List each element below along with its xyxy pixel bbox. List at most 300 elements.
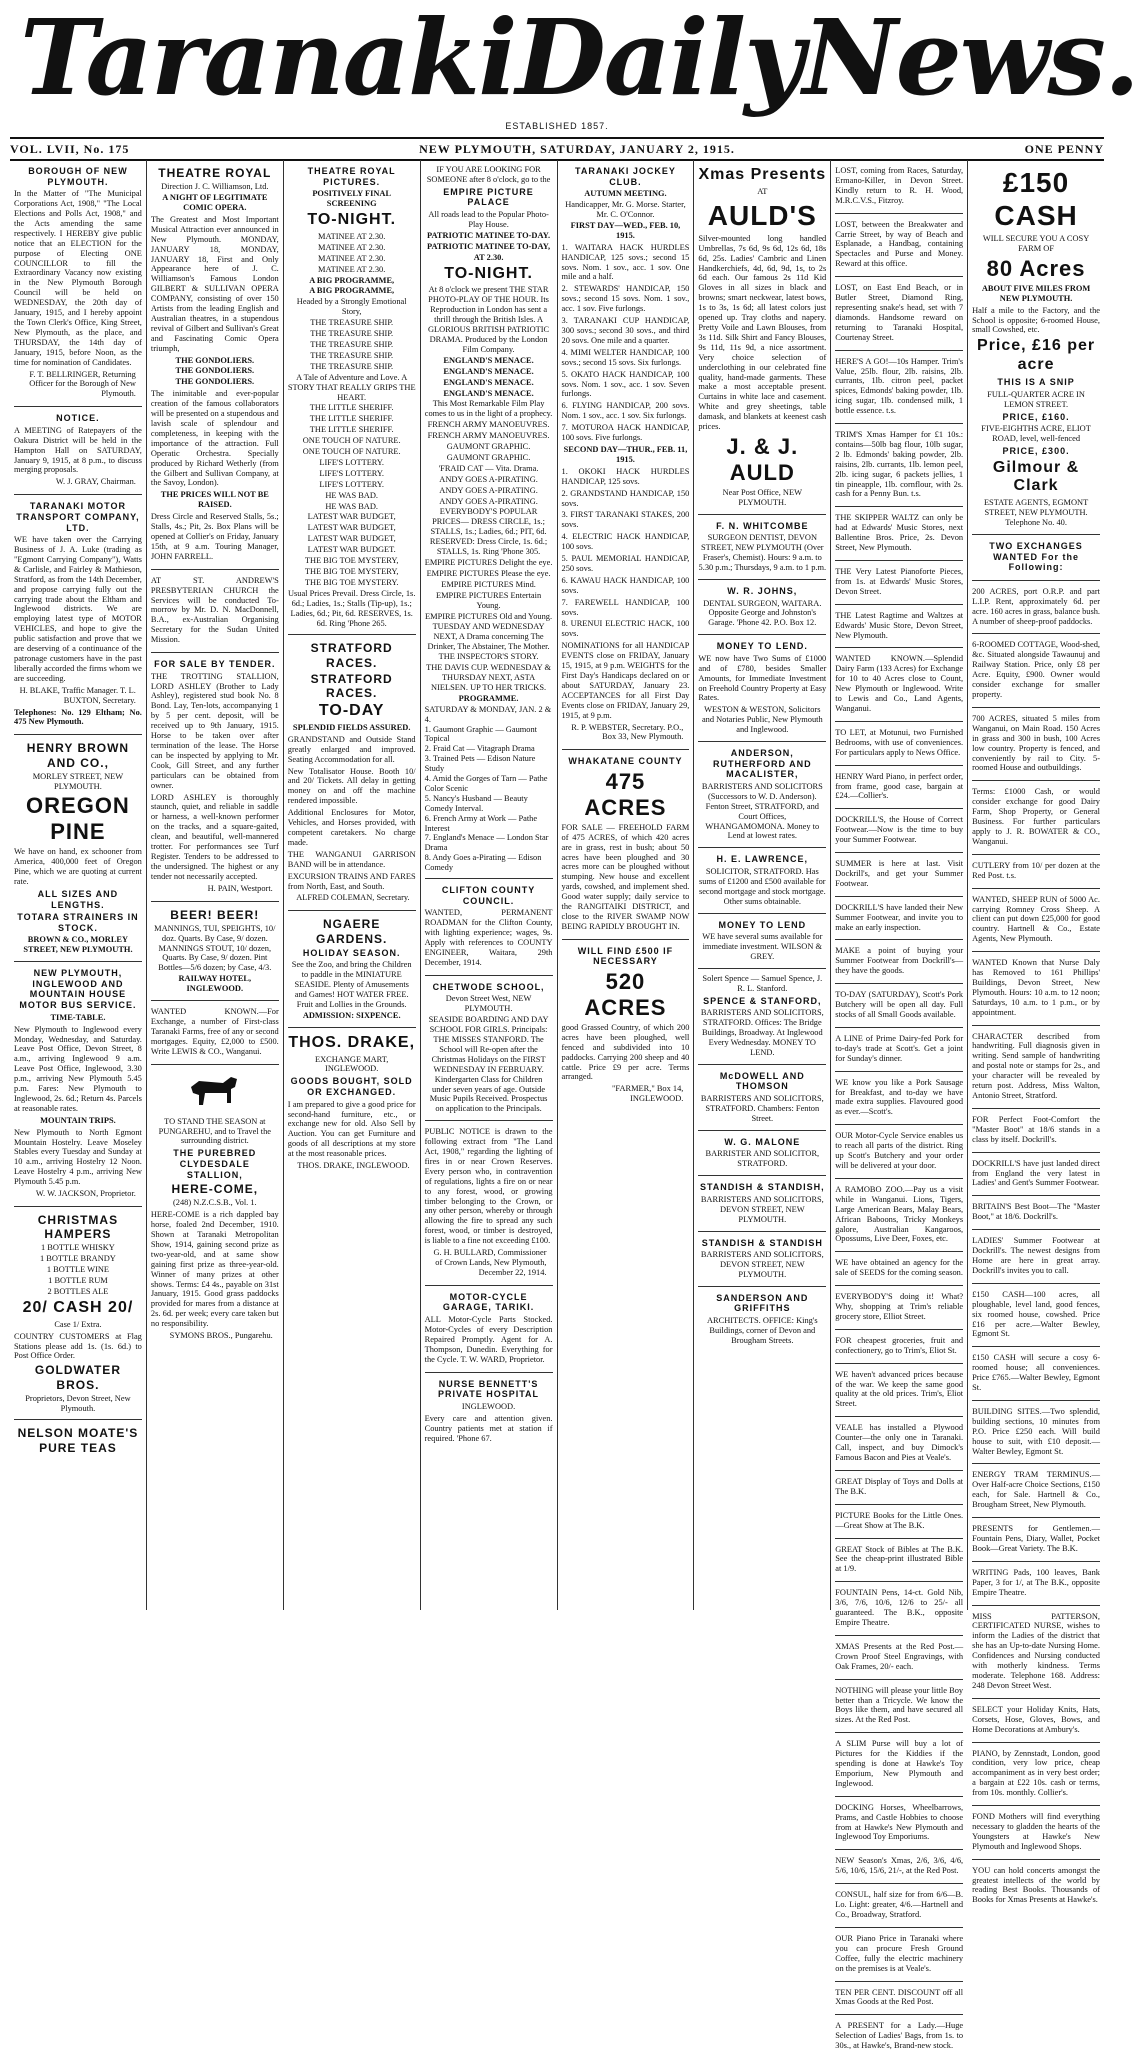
stallion-heading: THE PUREBRED CLYDESDALE STALLION, — [173, 1148, 257, 1180]
empire-tonight: TO-NIGHT. — [444, 264, 533, 282]
jj-address: Near Post Office, NEW PLYMOUTH. — [722, 487, 802, 507]
menace-line: ENGLAND'S MENACE. — [443, 377, 534, 387]
price-line: Price, £16 per acre — [977, 337, 1096, 374]
column-5 — [558, 160, 695, 1610]
club-heading: TARANAKI JOCKEY CLUB. — [575, 166, 676, 187]
column-7 — [831, 160, 968, 2051]
prices-body: Dress Circle and Reserved Stalls, 5s.; Stalls, 4s.; Pit, 2s. Box Plans will be opened at Collier's on Friday, January 15th, at 9 a.m. Touring Manager, JOHN FARRELL. — [150, 512, 279, 561]
theatre-royal-ad — [151, 160, 279, 570]
tote-line: New Totalisator House. Booth 10/ and 20/ Tickets. All delay in getting money on and off the machine rendered impossible. — [287, 766, 416, 806]
list-item — [835, 1850, 963, 1884]
list-item — [835, 1072, 963, 1126]
today-heading: TO-DAY — [318, 702, 385, 720]
list-item — [835, 605, 963, 649]
list-item — [972, 581, 1100, 635]
list-item — [835, 277, 963, 350]
exchange-heading-block — [972, 535, 1100, 581]
beer-heading: BEER! BEER! — [170, 907, 260, 922]
matinee-line: MATINEE AT 2.30. — [318, 253, 386, 263]
list-item-text: DOCKRILL'S have just landed direct from England the very latest in Ladies' and Gent's Summer Footwear. — [972, 1158, 1100, 1188]
club-sub: AUTUMN MEETING. — [584, 189, 667, 199]
timetable-heading: TIME-TABLE. — [50, 1012, 106, 1022]
notice-sign: G. H. BULLARD, Commissioner of Crown Lands, New Plymouth, December 22, 1914. — [433, 1248, 547, 1277]
lawrence-ad — [698, 848, 826, 913]
event-line: 7. FAREWELL HANDICAP, 100 sovs. — [561, 597, 690, 617]
fraid-line: 'FRAID CAT — Vita. Drama. — [438, 463, 539, 473]
hamper-item: 1 BOTTLE RUM — [48, 1276, 108, 1286]
list-item — [972, 1153, 1100, 1197]
money2-ad — [698, 914, 826, 969]
list-item — [972, 1109, 1100, 1153]
xmas-heading: Xmas Presents — [698, 166, 827, 183]
hampers-note: Case 1/ Extra. — [54, 1319, 102, 1329]
transport-sign: H. BLAKE, Traffic Manager. T. L. BUXTON, Secretary. — [19, 685, 136, 705]
list-item-text: NEW Season's Xmas, 2/6, 3/6, 4/6, 5/6, 10/6, 15/6, 21/-, at the Red Post. — [835, 1856, 964, 1876]
list-item — [972, 1606, 1100, 1699]
second-day: SECOND DAY—THUR., FEB. 11, 1915. — [563, 444, 688, 464]
wanted-body: WANTED KNOWN.—For Exchange, a number of First-class Taranaki Farms, free of any or second mortgages. Equity, £2,000 to £500. Write LEWIS & CO., Wanganui. — [150, 1007, 279, 1056]
list-item-text: PIANO, by Zennstadt, London, good condition, very low price, cheap accompaniment as in very best order; a bargain at £22 10s. cash or terms, from 10s. monthly. Collier's. — [972, 1748, 1100, 1798]
list-item-text: XMAS Presents at the Red Post.—Crown Proof Steel Engravings, with Oak Frames, 20/- each. — [835, 1641, 964, 1671]
transport-heading: TARANAKI MOTOR TRANSPORT COMPANY, LTD. — [16, 501, 140, 533]
anderson-ad — [698, 742, 826, 848]
tender-sign: H. PAIN, Westport. — [207, 883, 273, 893]
hampers-ad — [14, 1207, 142, 1420]
treasure-line: THE TREASURE SHIP. — [310, 329, 394, 339]
chetwode-sub: Devon Street West, NEW PLYMOUTH. — [445, 994, 532, 1014]
acres-body: ABOUT FIVE MILES FROM NEW PLYMOUTH. — [981, 283, 1091, 303]
price-2: PRICE, £160. — [1002, 411, 1070, 422]
ngaere-body: See the Zoo, and bring the Children to paddle in the MINIATURE SEASIDE. Plenty of Amusements and Games! HOT WATER FREE. Fruit and Lollies in the Grounds. — [291, 960, 412, 1009]
acres-heading: 80 Acres — [986, 255, 1086, 281]
thomson-ad — [698, 1065, 826, 1131]
menace-body: This Most Remarkable Film Play comes to us in the light of a prophecy. — [424, 399, 553, 419]
spence-body: BARRISTERS AND SOLICITORS, STRATFORD. Offices: The Bridge Buildings, Broadway. At Inglewood Every Wednesday. MONEY TO LEND. — [700, 1008, 824, 1057]
lottery-line: LIFE'S LOTTERY. — [319, 468, 384, 478]
gilmour-body: ESTATE AGENTS, EGMONT STREET, NEW PLYMOUTH. Telephone No. 40. — [983, 498, 1089, 528]
bus-heading: NEW PLYMOUTH, INGLEWOOD AND MOUNTAIN HOUSE MOTOR BUS SERVICE. — [19, 968, 137, 1011]
patriotic-line: PATRIOTIC MATINEE TO-DAY, — [427, 241, 551, 251]
list-item-text: TEN PER CENT. DISCOUNT off all Xmas Goods at the Red Post. — [835, 1987, 964, 2007]
list-item-text: HENRY Ward Piano, in perfect order, from frame, good case, bargain at £24.—Collier's. — [835, 771, 964, 801]
list-item-text: CUTLERY from 10/ per dozen at the Red Post. t.s. — [972, 860, 1100, 880]
horse-icon — [185, 1073, 245, 1113]
list-item-text: YOU can hold concerts amongst the greatest intellects of the world by reading Best Books. Thousands of Books for Xmas Presents at Hawke's. — [972, 1865, 1100, 1905]
list-item — [835, 351, 963, 424]
borough-sign: F. T. BELLRINGER, Returning Officer for the Borough of New Plymouth. — [29, 369, 136, 399]
list-item — [972, 1806, 1100, 1860]
lawrence-heading: H. E. LAWRENCE, — [716, 854, 809, 865]
list-item — [835, 853, 963, 897]
bad-line: HE WAS BAD. — [325, 490, 379, 500]
masthead — [0, 0, 1138, 156]
empire-sub: All roads lead to the Popular Photo-Play House. — [428, 210, 549, 229]
tariki-heading: MOTOR-CYCLE GARAGE, TARIKI. — [442, 1291, 535, 1313]
list-item-text: GREAT Stock of Bibles at The B.K. See the cheap-print illustrated Bible at 1/9. — [835, 1544, 964, 1574]
standish2-heading: STANDISH & STANDISH — [701, 1237, 823, 1248]
list-item — [835, 1582, 963, 1636]
quarter-acre: FULL-QUARTER ACRE IN LEMON STREET. — [987, 389, 1085, 409]
hamper-item: 1 BOTTLE WINE — [46, 1265, 110, 1275]
programme-line: SATURDAY & MONDAY, JAN. 2 & 4. — [424, 704, 552, 724]
list-item — [972, 634, 1100, 707]
borough-heading: BOROUGH OF NEW PLYMOUTH. — [28, 166, 128, 187]
farmer-sign: "FARMER," Box 14, INGLEWOOD. — [612, 1084, 684, 1104]
list-item-text: WE have obtained an agency for the sale of SEEDS for the coming season. — [835, 1258, 964, 1278]
list-item-text: LOST, between the Breakwater and Carrie Street, by way of Beach and Esplanade, a Handbag, containing Spectacles and Purse and Money. Reward at this office. — [835, 219, 964, 269]
price-3: PRICE, £300. — [1002, 445, 1070, 456]
excursion-line: EXCURSION TRAINS AND FARES from North, East, and South. — [287, 871, 416, 891]
list-item — [972, 1464, 1100, 1518]
clift-line: THE DAVIS CUP. WEDNESDAY & THURSDAY NEXT, ASTA NIELSEN. UP TO HER TRICKS. — [426, 663, 552, 692]
sizes-line: ALL SIZES AND LENGTHS. — [37, 889, 119, 910]
programme-line: 3. Trained Pets — Edison Nature Study — [424, 754, 536, 774]
drake-goods: GOODS BOUGHT, SOLD OR EXCHANGED. — [290, 1076, 413, 1097]
mountain-heading: MOUNTAIN TRIPS. — [40, 1115, 116, 1125]
nurse-heading: NURSE BENNETT'S PRIVATE HOSPITAL — [438, 1378, 540, 1400]
money-body: WE now have Two Sums of £1000 and of £780, besides Smaller Amounts, for Immediate Investment on Freehold Country Property at Easy Rates. — [698, 653, 827, 703]
programme-line: A BIG PROGRAMME, — [309, 275, 395, 285]
event-line: 2. GRANDSTAND HANDICAP, 150 sovs. — [561, 488, 690, 508]
race-sign: ALFRED COLEMAN, Secretary. — [296, 893, 410, 903]
list-item-text: ENERGY TRAM TERMINUS.—Over Half-acre Choice Sections, £150 each, for Sale. Hartnell & Co., Brougham Street, New Plymouth. — [972, 1470, 1100, 1510]
country-customers: COUNTRY CUSTOMERS at Flag Stations please add 1s. (1s. 6d.) to Post Office Order. — [14, 1331, 142, 1361]
whakatane-body: FOR SALE — FREEHOLD FARM of 475 ACRES, of which 420 acres are in grass, rest in bush; about 50 acres have been ploughed and 30 acres more can be ploughed without stumping. New house and excellent yards, cowshed, and implement shed. Good water supply; daily service to the RANGITAIKI DISTRICT, and close to the RIVER SWAMP NOW BEING RAPIDLY BROUGHT IN. — [561, 822, 690, 931]
exchange-heading: TWO EXCHANGES WANTED For the Following: — [989, 541, 1083, 573]
list-item — [972, 889, 1100, 953]
volume-number: VOL. LVII, No. 175 — [10, 141, 130, 156]
money-ad — [698, 635, 826, 742]
event-line: 2. STEWARDS' HANDICAP, 150 sovs.; second 15 sovs. Nom. 1 sov., acc. 1 sov. Five furlongs. — [561, 284, 690, 314]
gaumont-line: GAUMONT GRAPHIC. — [446, 452, 531, 462]
list-item-text: FOR cheapest groceries, fruit and confectionery, go to Trim's, Eliot St. — [835, 1335, 964, 1355]
list-item — [972, 781, 1100, 854]
stratford-heading: STRATFORD RACES. — [310, 641, 393, 670]
event-line: 1. WAITARA HACK HURDLES HANDICAP, 125 sovs.; second 15 sovs. Nom. 1 sov., acc. 1 sov. One mile and a half. — [561, 242, 690, 282]
event-line: 8. URENUI ELECTRIC HACK, 100 sovs. — [561, 619, 690, 639]
budget-line: LATEST WAR BUDGET, — [307, 523, 396, 533]
list-item — [835, 1733, 963, 1797]
list-item — [835, 897, 963, 941]
club-officials: Handicapper, Mr. G. Morse. Starter, Mr. C. O'Connor. — [565, 200, 686, 220]
list-item — [835, 648, 963, 721]
list-item — [835, 1680, 963, 1734]
matinee-line: MATINEE AT 2.30. — [318, 231, 386, 241]
programme-line: 6. French Army at Work — Pathe Interest — [424, 813, 538, 833]
tender-body-2: LORD ASHLEY is thoroughly staunch, quiet, and reliable in saddle or harness, a well-known performer on the tracks, and a square-gaited, clean, and beautiful, well-mannered trotter. For performances see Turf Register. Tenders to be addressed to the undersigned. The highest or any tender not necessarily accepted. — [150, 792, 279, 881]
event-line: 6. FLYING HANDICAP, 200 sovs. Nom. 1 sov., acc. 1 sov. Six furlongs. — [561, 401, 690, 421]
treasure-line: THE TREASURE SHIP. — [310, 318, 394, 328]
list-item — [835, 1252, 963, 1286]
list-item — [972, 1347, 1100, 1401]
empire-heading: EMPIRE PICTURE PALACE — [443, 186, 534, 208]
list-item-text: 6-ROOMED COTTAGE, Wood-shed, &c. Situated alongside Tawaunuj and Railway Station. Price, only £8 per Acre. Equity, £900. Owner would consider exchange for smaller property. — [972, 640, 1100, 700]
stallion-reg: (248) N.Z.C.S.B., Vol. 1. — [172, 1198, 257, 1208]
hampers-price: 20/ CASH 20/ — [22, 1298, 134, 1316]
list-item — [835, 1028, 963, 1072]
money-heading: MONEY TO LEND. — [716, 641, 808, 652]
list-item — [835, 1286, 963, 1330]
theatre-body-2: The inimitable and ever-popular creation of the famous collaborators will be presented on a stupendous and lavish scale of splendour and completeness, in keeping with the importance of the attraction. Full Operatic Orchestra. Specially produced by Richard Wetherly (from the Gilbert and Sullivan Company, at the Savoy, London). — [150, 389, 279, 488]
list-item-text: WE haven't advanced prices because of the war. We keep the same good quality at the old prices. Trim's, Eliot Street. — [835, 1369, 964, 1409]
money2-heading: MONEY TO LEND — [718, 919, 807, 930]
standish2-body: BARRISTERS AND SOLICITORS, DEVON STREET, NEW PLYMOUTH. — [700, 1250, 824, 1279]
stallion-name: HERE-COME, — [171, 1182, 259, 1197]
cash-heading: £150 CASH — [994, 167, 1078, 232]
oregon-pine-ad — [14, 735, 142, 962]
stratford-races-ad — [288, 635, 416, 911]
list-item-text: CONSUL, half size for from 6/6—B. Lo. Light: greater, 4/6.—Hartnell and Co., Broadway, Stratford. — [835, 1890, 964, 1919]
matinee-line: MATINEE AT 2.30. — [318, 264, 386, 274]
list-item-text: EVERYBODY'S doing it! What? Why, shopping at Trim's reliable grocery store, Elliot Street. — [835, 1292, 964, 1321]
stallion-ad — [151, 1065, 279, 1348]
gondoliers-line: THE GONDOLIERS. — [175, 355, 255, 365]
mystery-line: THE BIG TOE MYSTERY, — [304, 556, 399, 566]
programme-line: 1. Gaumont Graphic — Gaumont Topical — [424, 724, 537, 744]
spence-names: Solert Spence — Samuel Spence, J. R. L. Stanford. — [702, 973, 823, 993]
event-line: 6. KAWAU HACK HANDICAP, 100 sovs. — [561, 575, 690, 595]
list-item — [835, 2015, 963, 2058]
standish2-ad — [698, 1232, 826, 1287]
tuesday-line: TUESDAY AND WEDNESDAY NEXT, A Drama concerning The Drinker, The Abstainer, The Mother. THE INSPECTOR'S STORY. — [427, 622, 550, 662]
stallion-sign: SYMONS BROS., Pungarehu. — [169, 1331, 273, 1341]
whitcombe-heading: F. N. WHITCOMBE — [716, 520, 809, 531]
column-4 — [421, 160, 558, 1610]
list-item-text: FOUNTAIN Pens, 14-ct. Gold Nib, 3/6, 7/6, 10/6, 12/6 to 25/- all guaranteed. The B.K., opposite Empire Theatre. — [835, 1588, 964, 1627]
list-item-text: DOCKRILL'S, the House of Correct Footwear.—Now is the time to buy your Summer Footwear. — [835, 815, 964, 845]
anderson-body: BARRISTERS AND SOLICITORS (Successors to W. D. Anderson). Fenton Street, STRATFORD, and Court Offices, WHANGAMOMONA. Money to Lend at lowest rates. — [701, 781, 823, 841]
transport-telephones: Telephones: No. 129 Eltham; No. 475 New Plymouth. — [14, 707, 142, 727]
list-item — [972, 1699, 1100, 1743]
pictures-prices: Usual Prices Prevail. Dress Circle, 1s. 6d.; Ladies, 1s.; Stalls (Tip-up), 1s.; Ladies, 6d.; Pit, 6d. RESERVES, 1s. 6d. Ring 'Phone 265. — [287, 588, 416, 628]
lottery-line: LIFE'S LOTTERY. — [319, 479, 384, 489]
bus-body: New Plymouth to Inglewood every Monday, Wednesday, and Saturday. Leave Post Office, Devon Street, 8 a.m., arriving Inglewood 9 a.m. Leave Post Office, Inglewood, 3.30 p.m., arriving New Plymouth 5.45 p.m. Fares: New Plymouth to Inglewood, 2s. 6d.; Return 4s. Parcels at reasonable rates. — [14, 1024, 142, 1113]
list-item-text: PRESENTS for Gentlemen.—Fountain Pens, Diary, Wallet, Pocket Book—Great Variety. The B.K. — [972, 1524, 1100, 1553]
pictures-heading: THEATRE ROYAL PICTURES. — [307, 166, 396, 187]
chetwode-body: SEASIDE BOARDING AND DAY SCHOOL FOR GIRLS. Principals: THE MISSES STANFORD. The School will Re-open after the Christmas Holidays on the FIRST WEDNESDAY IN FEBRUARY. Kindergarten Class for Children under seven years of age. Outside Music Pupils Received. Prospectus on application to the Principals. — [428, 1015, 549, 1114]
whakatane-acres: 475 ACRES — [584, 768, 667, 820]
aulds-body: Silver-mounted long handled Umbrellas, 7s 6d, 9s 6d, 12s 6d, 18s 6d, 25s. Ladies' Cambric and Linen Handkerchiefs, 4d, 6d, 9d, 1s, to 2s 6d each. Our famous 2s 11d Kid Gloves in all sizes in black and browns; smart neckwear, latest bows, 1s to 3s, 1s 6d; all latest colors just opened up. Tray cloths and napery. Pretty Voile and Lawn Blouses, from 3s 11d. Silk Shirt and Fancy Blouses, 9s 11d, 11s 9d, a nice assortment. Very choice selection of underclothing in our celebrated fine quality, hand-made garments. These make a most acceptable present. Curtains in white lace and casement. White and grey sheetings, table damask, and blankets at keenest cash prices. — [698, 233, 827, 432]
list-item — [972, 1401, 1100, 1465]
event-line: 3. FIRST TARANAKI STAKES, 200 sovs. — [561, 510, 690, 530]
gaumont-line: GAUMONT GRAPHIC. — [446, 442, 531, 452]
established-line: ESTABLISHED 1857. — [505, 121, 609, 131]
newspaper-title — [20, 0, 1138, 119]
manoeuvres-line: FRENCH ARMY MANOEUVRES. — [427, 420, 550, 430]
theatre-line: A NIGHT OF LEGITIMATE COMIC OPERA. — [162, 193, 268, 212]
list-item-text: OUR Piano Price in Taranaki where you can procure Fresh Ground Coffee, fully the electric machinery on the premises is at Veale's. — [835, 1933, 964, 1973]
column-8 — [968, 160, 1104, 1905]
farm-520-ad — [562, 940, 690, 1111]
dateline-bar — [10, 137, 1104, 161]
event-line: 4. MIMI WELTER HANDICAP, 100 sovs.; second 15 sovs. Six furlongs. — [561, 347, 690, 367]
andy-line: ANDY GOES A-PIRATING. — [439, 496, 538, 506]
transport-body: WE have taken over the Carrying Business of J. A. Luke (trading as "Egmont Carrying Company"), Watts & Carlisle, and Fairley & Mathieson, Stratford, as from the 14th December, and propose carrying fully out the carrying trade about the Eltham and Inglewood districts. We are employing latest type of MOTOR VEHICLES, and hope to give the public satisfaction and prove that we are deserving of a continuance of the patronage customers have in the past liberally accorded the firms whom we are succeeding. — [14, 535, 142, 683]
list-item — [835, 1636, 963, 1680]
whitcombe-body: SURGEON DENTIST, DEVON STREET, NEW PLYMOUTH (Over Fraser's, Chemist). Hours: 9 a.m. to 5.30 p.m.; Thursdays, 9 a.m. to 1 p.m. — [698, 533, 827, 572]
mountain-sign: W. W. JACKSON, Proprietor. — [35, 1189, 136, 1199]
johns-body: DENTAL SURGEON, WAITARA. Opposite George and Johnston's Garage. 'Phone 42. P.O. Box 12. — [703, 598, 822, 628]
drake-heading: THOS. DRAKE, — [288, 1033, 416, 1051]
stand-heading: TO STAND THE SEASON at PUNGAREHU, and to Travel the surrounding district. — [158, 1116, 271, 1146]
borough-notice — [14, 160, 142, 407]
malone-body: BARRISTER AND SOLICITOR, STRATFORD. — [705, 1149, 820, 1169]
list-item-text: TO LET, at Motunui, two Furnished Bedrooms, with use of conveniences. For particulars apply to News Office. — [835, 727, 964, 757]
nurse-ad — [425, 1373, 553, 1451]
bus-service-ad — [14, 962, 142, 1207]
list-item — [835, 1982, 963, 2016]
first-day: FIRST DAY—WED., FEB. 10, 1915. — [570, 220, 681, 240]
malone-heading: W. G. MALONE — [724, 1136, 801, 1147]
list-item-text: SUMMER is here at last. Visit Dockrill's, and get your Summer Footwear. — [835, 859, 964, 888]
list-item-text: WANTED, SHEEP RUN of 5000 Ac. carrying Romney Cross Sheep. A client can put down £25,000 for good country. Hartnell & Co., Estate Agents, New Plymouth. — [972, 894, 1100, 944]
tonight-heading: TO-NIGHT. — [307, 211, 397, 229]
theatre-heading: THEATRE ROYAL — [158, 166, 272, 180]
totara-line: TOTARA STRAINERS IN STOCK. — [17, 912, 139, 933]
list-item — [835, 722, 963, 766]
list-item-text: A PRESENT for a Lady.—Huge Selection of Ladies' Bags, from 1s. to 30s., at Hawke's, Brand-new stock. — [835, 2021, 964, 2051]
event-line: 3. TARANAKI CUP HANDICAP, 300 sovs.; second 30 sovs., and third 20 sovs. One mile and a quarter. — [561, 316, 690, 345]
list-item — [835, 1505, 963, 1539]
programme-line: 4. Amid the Gorges of Tarn — Pathe Color Scenic — [424, 774, 548, 793]
tariki-ad — [425, 1286, 553, 1373]
bad-line: HE WAS BAD. — [325, 501, 379, 511]
list-item — [835, 1928, 963, 1982]
johns-ad — [698, 580, 826, 635]
list-item — [835, 561, 963, 605]
title-word-2: Daily — [515, 0, 803, 119]
treasure-intro: Headed by a Strongly Emotional Story, — [296, 297, 407, 317]
drake-body: I am prepared to give a good price for second-hand furniture, etc., or exchange new for old. Also Sell by Auction. You can get Furniture and goods of all descriptions at my store at the most reasonable prices. — [287, 1099, 416, 1159]
list-item-text: A LINE of Prime Dairy-fed Pork for to-day's trade at Scott's. Get a joint for Sunday's dinner. — [835, 1033, 964, 1063]
column-1 — [10, 160, 147, 1610]
menace-line: ENGLAND'S MENACE. — [443, 355, 534, 365]
empire-pictures-line: EMPIRE PICTURES Mind. — [441, 579, 536, 589]
list-item-text: THE SKIPPER WALTZ can only be had at Edwards' Music Stores, next Ballentine Bros. Price, 2s. Devon Street, New Plymouth. — [835, 513, 964, 553]
stratford-sub: STRATFORD RACES. — [310, 671, 393, 700]
list-item — [972, 1562, 1100, 1606]
list-item — [835, 1471, 963, 1505]
gondoliers-line: THE GONDOLIERS. — [175, 377, 255, 387]
sanderson-body: ARCHITECTS. OFFICE: King's Buildings, corner of Devon and Brougham Streets. — [706, 1316, 818, 1345]
mystery-line: THE BIG TOE MYSTERY. — [304, 577, 399, 587]
list-item — [835, 1417, 963, 1471]
brown-sign: BROWN & CO., MORLEY STREET, NEW PLYMOUTH. — [23, 935, 133, 955]
ngaere-sub: HOLIDAY SEASON. — [302, 947, 401, 958]
sheriff-line: THE LITTLE SHERIFF. — [309, 414, 394, 424]
menace-line: ENGLAND'S MENACE. — [443, 366, 534, 376]
standish-body: BARRISTERS AND SOLICITORS, DEVON STREET, NEW PLYMOUTH. — [700, 1194, 824, 1224]
mountain-body: New Plymouth to North Egmont Mountain Hostelry. Leave Moseley Stables every Tuesday and Sunday at 10 a.m., arriving Hostelry 12 Noon. Leave Hostelry 4 p.m., arriving New Plymouth 5.45 p.m. — [14, 1127, 142, 1187]
list-item — [835, 1179, 963, 1252]
gondoliers-line: THE GONDOLIERS. — [175, 366, 255, 376]
transport-notice — [14, 495, 142, 735]
list-item — [972, 1284, 1100, 1348]
prices-heading: THE PRICES WILL NOT BE RAISED. — [160, 490, 269, 510]
programme-heading: PROGRAMME. — [458, 693, 519, 703]
stallion-body: HERE-COME is a rich dappled bay horse, foaled 2nd December, 1910. Shown at Taranaki Metropolitan Show, 1914, gaining second prize as two-year-old, and at same show gaining first prize as three-year-old. Winner of many prizes at other shows. Terms: £4 4s., payable on 31st January, 1915. Good grass paddocks provided for mares from a distance at 2s. 6d. per week; every care taken but no responsibility. — [150, 1210, 279, 1329]
theatre-direction: Direction J. C. Williamson, Ltd. — [161, 182, 269, 192]
column-2 — [147, 160, 284, 1610]
theatre-body: The Greatest and Most Important Musical Attraction ever announced in New Plymouth. MONDAY, JANUARY 18, MONDAY, JANUARY 18, First and Only Appearance here of J. C. Williamson's Famous London GILBERT & SULLIVAN OPERA COMPANY, consisting of over 150 Artists from the leading English and Australian theatres, in a stupendous revival of Gilbert and Sullivan's Great and Fascinating Comic Opera triumph, — [150, 214, 279, 353]
column-3 — [284, 160, 421, 1610]
list-item — [835, 940, 963, 984]
club-sign: R. P. WEBSTER, Secretary. P.O., Box 33, New Plymouth. — [571, 722, 684, 742]
tariki-body: ALL Motor-Cycle Parts Stocked. Motor-Cycles of every Description Repaired Promptly. Agent for A. Thompson, Dunedin. Everything for the Cycle. T. W. WARD, Proprietor. — [424, 1315, 553, 1364]
programme-line: 5. Nancy's Husband — Beauty Comedy Interval. — [424, 793, 528, 813]
spence-ad — [698, 969, 826, 1065]
title-word-3: News. — [802, 0, 1138, 119]
empire-pictures-line: EMPIRE PICTURES Please the eye. — [426, 568, 551, 578]
five-eighths: FIVE-EIGHTHS ACRE, ELIOT ROAD, level, well-fenced — [981, 424, 1091, 444]
borough-body: In the Matter of "The Municipal Corporations Act, 1908," "The Local Elections and Polls Act, 1908," and the Acts amending the same respectively. I HEREBY give public notice that an ELECTION for the purpose of Electing ONE COUNCILLOR to fill the Extraordinary Vacancy now existing in the New Plymouth Borough Council will be held on WEDNESDAY, the 20th day of January, 1915, and I hereby appoint the Town Clerk's Office, King Street, New Plymouth, as the place, and THURSDAY, the 14th day of January, 1915, before Noon, as the time for nomination of Candidates. — [14, 189, 142, 367]
tender-ad — [151, 653, 279, 902]
church-body: AT ST. ANDREW'S PRESBYTERIAN CHURCH the Services will be conducted To-morrow by Mr. D. N. MacDonnell, B.A., ex-Australian Organising Secretary for the Sudan United Mission. — [150, 575, 279, 645]
malone-ad — [698, 1131, 826, 1176]
list-item-text: OUR Motor-Cycle Service enables us to reach all parts of the district. Ring up Scott's Butchery and your order will be delivered at your door. — [835, 1131, 964, 1170]
list-item — [835, 214, 963, 278]
anderson-heading: ANDERSON, RUTHERFORD AND MACALISTER, — [712, 748, 812, 780]
list-item-text: DOCKING Horses, Wheelbarrows, Prams, and Castle Hobbies to choose from at Hawke's New Plymouth and Inglewood Toy Emporiums. — [835, 1802, 964, 1842]
list-item-text: WANTED Known that Nurse Daly has Removed to 161 Phillips' Buildings, Devon Street, New Plymouth. Hours: 10 a.m. to 12 noon; Saturdays, 10 a.m. to 1 p.m., or by appointment. — [972, 958, 1100, 1017]
list-item-text: THE Latest Ragtime and Waltzes at Edwards' Music Store, Devon Street, New Plymouth. — [835, 610, 964, 640]
list-item — [835, 507, 963, 561]
whakatane-heading: WHAKATANE COUNTY — [568, 756, 683, 767]
list-item-text: THE Very Latest Pianoforte Pieces, from 1s. at Edwards' Music Stores, Devon Street. — [835, 567, 964, 596]
cash-farm-ad — [972, 160, 1100, 535]
list-item-text: FOND Mothers will find everything necessary to gladden the hearts of the Youngsters at Hawke's New Plymouth and Inglewood Shops. — [972, 1812, 1100, 1851]
col8-ads-list — [972, 581, 1100, 1912]
list-item-text: PICTURE Books for the Little Ones.—Great Show at The B.K. — [835, 1510, 964, 1530]
ngaere-heading: NGAERE GARDENS. — [316, 917, 388, 946]
menace-line: ENGLAND'S MENACE. — [443, 388, 534, 398]
railway-hotel: RAILWAY HOTEL, INGLEWOOD. — [178, 974, 252, 994]
notice-body: A MEETING of Ratepayers of the Oakura District will be held in the Hampton Hall on SATURDAY, January 9, 1915, at 8 p.m., to discuss merging proposals. — [14, 425, 142, 475]
band-line: THE WANGANUI GARRISON BAND will be in attendance. — [287, 849, 416, 869]
list-item-text: TO-DAY (SATURDAY), Scott's Pork Butchery will be open all day. Full stocks of all Small Goods available. — [835, 990, 964, 1019]
grandstand-line: GRANDSTAND and Outside Stand greatly enlarged and improved. Seating Accommodation for all. — [287, 734, 416, 764]
event-line: 1. OKOKI HACK HURDLES HANDICAP, 125 sovs. — [561, 466, 690, 486]
programme-line: A BIG PROGRAMME, — [309, 286, 395, 296]
clifton-body: WANTED, PERMANENT ROADMAN for the Clifton County, with lighting experience; wages, 9s. Apply with references to COUNTY ENGINEER, Waitara, 29th December, 1914. — [424, 908, 553, 967]
list-item-text: £150 CASH will secure a cosy 6-roomed house; all conveniences. Price £765.—Walter Bewley, Egmont St. — [972, 1353, 1100, 1393]
list-item-text: MISS PATTERSON, CERTIFICATED NURSE, wishes to inform the Ladies of the district that she has an Up-to-date Nursing Home. Confidences and Nursing conducted with motherly kindness. Terms moderate. Telephone 168. Address: 248 Devon Street West. — [972, 1611, 1100, 1690]
enclosures-line: Additional Enclosures for Motor, Vehicles, and Horses provided, with competent caretakers. No charge made. — [287, 808, 416, 847]
matinee-line: MATINEE AT 2.30. — [318, 242, 386, 252]
list-item — [972, 1026, 1100, 1109]
programme-line: 7. England's Menace — London Star Drama — [424, 833, 549, 853]
empire-prices: EVERYBODY'S POPULAR PRICES— DRESS CIRCLE, 1s.; STALLS, 1s.; Ladies, 6d.; PIT, 6d. RESERVED: Dress Circle, 1s. 6d.; STALLS, 1s. Ring 'Phone 305. — [429, 507, 548, 557]
tender-body: THE TROTTING STALLION, LORD ASHLEY (Brother to Lady Ashley), registered stud book No. 8 Bond. Lay, Ten-lots, accompanying 1 by 5 per cent. deposit, will be received up to 9th January, 1915. Horse to be taken over after termination of the lease. The Horse can be inspected by applying to Mr. Cook, Gill Street, and any further particulars can be obtained from owner. — [150, 671, 279, 790]
chetwode-heading: CHETWODE SCHOOL, — [432, 981, 545, 992]
list-item — [972, 1196, 1100, 1230]
goldwater-heading: GOLDWATER BROS. — [34, 1363, 121, 1392]
list-item-text: A RAMOBO ZOO.—Pay us a visit while in Wanganui. Lions, Tigers, Large American Bears, Malay Bears, African Baboons, Tricky Monkeys galore, Australian Kangaroos, Opossums, Live Deer, Foxes, etc. — [835, 1184, 964, 1244]
nurse-body: Every care and attention given. Country patients met at station if required. 'Phone 67. — [424, 1413, 553, 1443]
list-item-text: MAKE a point of buying your Summer Footwear from Dockrill's—they have the goods. — [835, 946, 964, 976]
snip-line: THIS IS A SNIP — [997, 377, 1075, 388]
hamper-item: 2 BOTTLES ALE — [47, 1286, 109, 1296]
empire-pictures-line: EMPIRE PICTURES Entertain Young. — [435, 590, 542, 610]
thomson-heading: McDOWELL AND THOMSON — [719, 1070, 805, 1092]
public-notice — [425, 1121, 553, 1286]
list-item-text: CHARACTER described from handwriting. Full diagnosis given in writing. Send sample of handwriting and postal note or stamps for 2s., and your character will be revealed by return post. Address, Miss Walton, Antonio Street, Stratford. — [972, 1031, 1100, 1101]
list-item — [835, 1539, 963, 1583]
andy-line: ANDY GOES A-PIRATING. — [439, 485, 538, 495]
list-item-text: WANTED KNOWN.—Splendid Dairy Farm (133 Acres) for Exchange for 10 to 40 Acres close to Count, New Plymouth or Inglewood. Write to Lewis and Co., Land Agents, Wanganui. — [835, 654, 964, 713]
list-item-text: FOR Perfect Foot-Comfort the "Master Boot" at 18/6 stands in a class by itself. Dockrill's. — [972, 1114, 1100, 1144]
lottery-line: LIFE'S LOTTERY. — [319, 457, 384, 467]
